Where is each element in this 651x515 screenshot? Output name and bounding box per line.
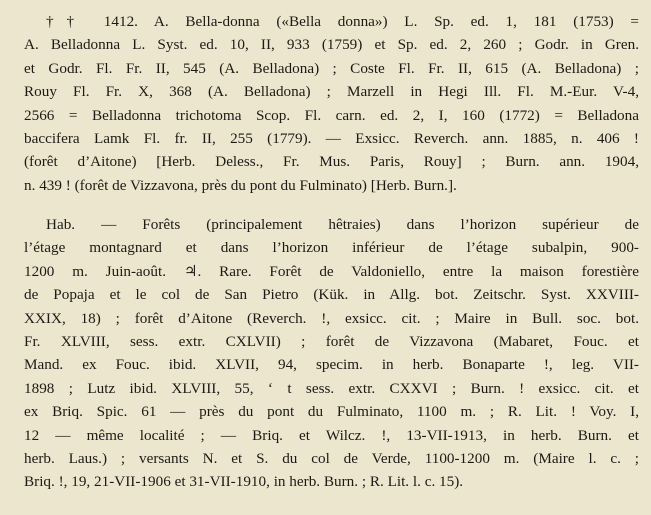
text-line: n. 439 ! (forêt de Vizzavona, près du pont du Fulminato) [Herb. Burn.]. (24, 176, 457, 194)
habitat-paragraph (0, 213, 651, 494)
text-line: 1200 m. Juin-août. ♃. Rare. Forêt de Valdoniello, entre la maison forestière (24, 262, 639, 280)
text-line: l’étage montagnard et dans l’horizon inférieur de l’étage subalpin, 900- (24, 239, 639, 257)
text-line: (forêt d’Aitone) [Herb. Deless., Fr. Mus. Paris, Rouy] ; Burn. ann. 1904, (24, 153, 639, 171)
text-line: Mand. ex Fouc. ibid. XLVII, 94, specim. in herb. Bonaparte !, leg. VII- (24, 356, 639, 374)
text-line: Rouy Fl. Fr. X, 368 (A. Belladona) ; Marzell in Hegi Ill. Fl. M.-Eur. V-4, (24, 83, 639, 101)
text-line: †† 1412. A. Bella-donna («Bella donna») L. Sp. ed. 1, 181 (1753) = (46, 13, 639, 30)
text-line: XXIX, 18) ; forêt d’Aitone (Reverch. !, exsicc. cit. ; Maire in Bull. soc. bot. (24, 309, 639, 327)
species-entry-paragraph (0, 10, 651, 197)
text-line: Briq. !, 19, 21-VII-1906 et 31-VII-1910, in herb. Burn. ; R. Lit. l. c. 15). (24, 473, 464, 491)
text-line: baccifera Lamk Fl. fr. II, 255 (1779). — Exsicc. Reverch. ann. 1885, n. 406 ! (24, 130, 639, 148)
text-line: Fr. XLVIII, sess. extr. CXLVII) ; forêt de Vizzavona (Mabaret, Fouc. et (24, 333, 639, 351)
text-line: de Popaja et le col de San Pietro (Kük. in Allg. bot. Zeitschr. Syst. XXVIII- (24, 286, 639, 304)
text-line: Hab. — Forêts (principalement hêtraies) dans l’horizon supérieur de (46, 216, 639, 233)
text-line: 1898 ; Lutz ibid. XLVIII, 55, ‘ t sess. extr. CXXVI ; Burn. ! exsicc. cit. et (24, 379, 639, 397)
text-line: ex Briq. Spic. 61 — près du pont du Fulminato, 1100 m. ; R. Lit. ! Voy. I, (24, 403, 639, 421)
text-line: A. Belladonna L. Syst. ed. 10, II, 933 (1759) et Sp. ed. 2, 260 ; Godr. in Gren. (24, 36, 639, 54)
text-line: et Godr. Fl. Fr. II, 545 (A. Belladona) ; Coste Fl. Fr. II, 615 (A. Belladona) ; (24, 59, 639, 77)
text-line: herb. Laus.) ; versants N. et S. du col de Verde, 1100-1200 m. (Maire l. c. ; (24, 450, 639, 468)
text-line: 12 — même localité ; — Briq. et Wilcz. !, 13-VII-1913, in herb. Burn. et (24, 426, 639, 444)
text-line: 2566 = Belladonna trichotoma Scop. Fl. carn. ed. 2, I, 160 (1772) = Belladona (24, 106, 639, 124)
